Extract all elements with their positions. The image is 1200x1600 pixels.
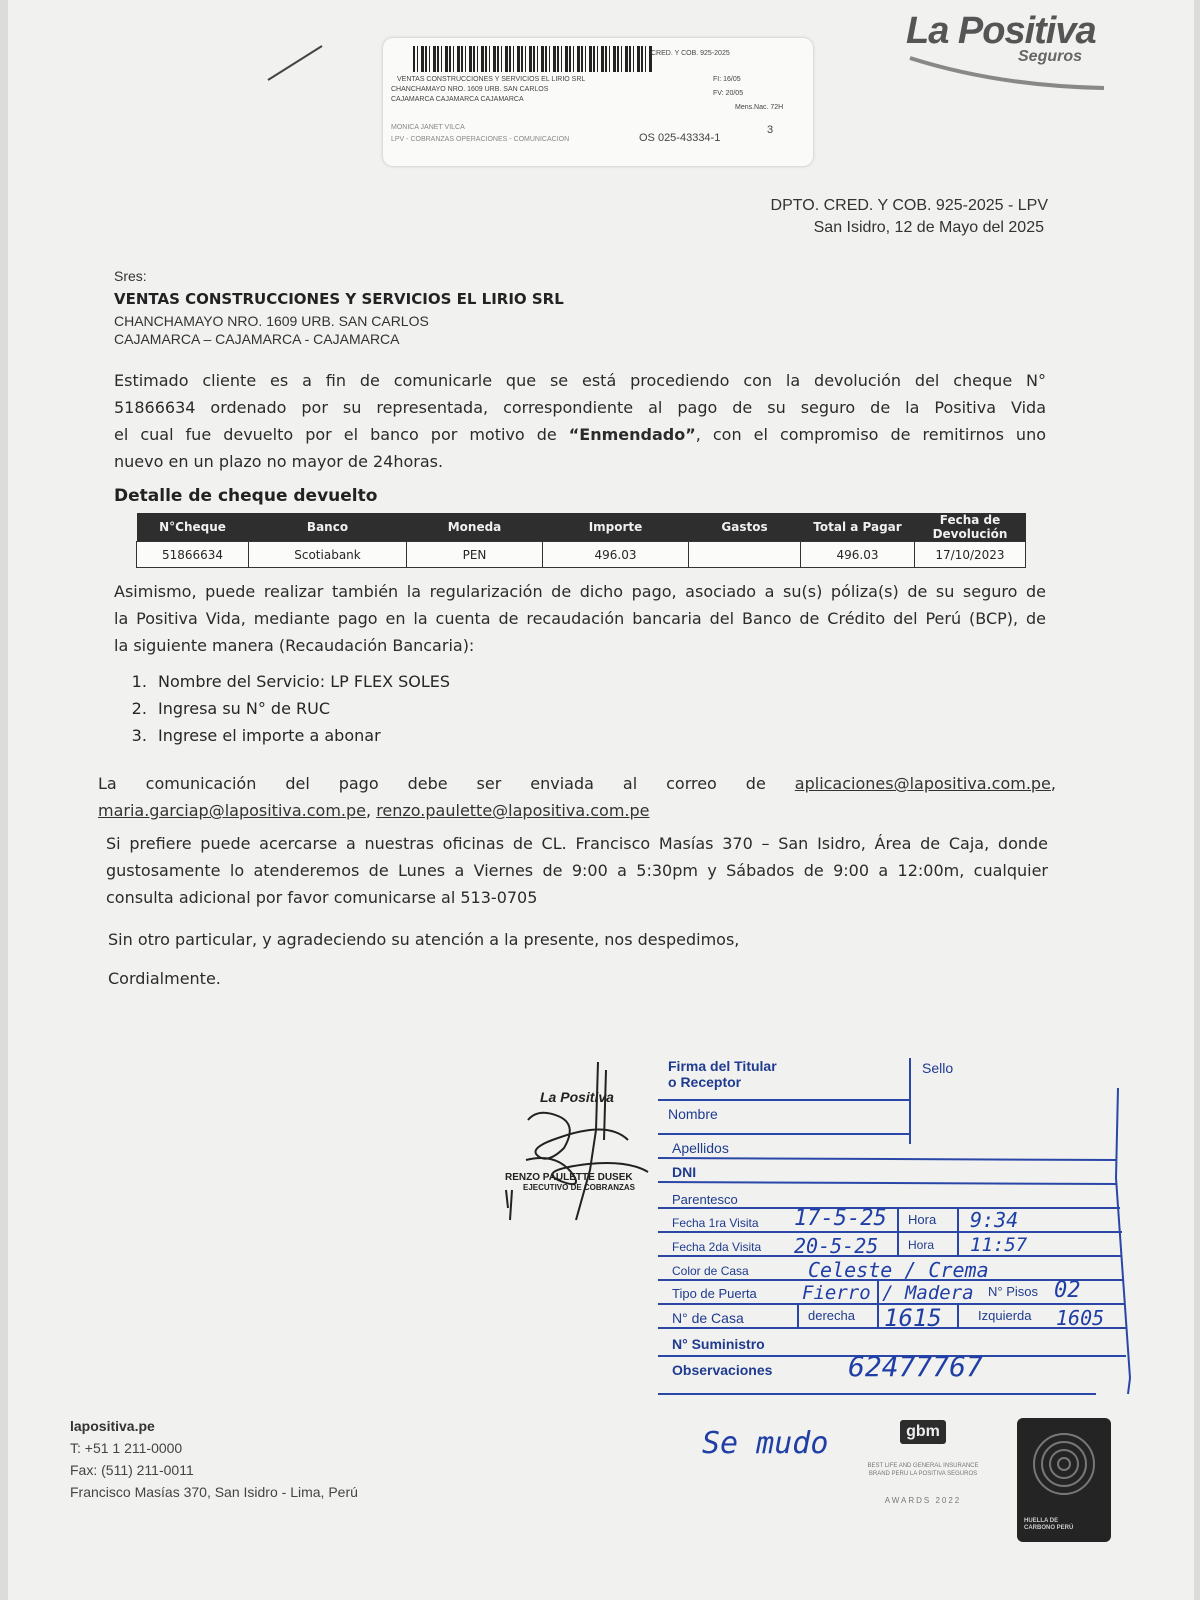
hw-hora1: 9:34 [970, 1208, 1019, 1232]
label-area: LPV - COBRANZAS OPERACIONES - COMUNICACION [391, 136, 570, 143]
footer-address: Francisco Masías 370, San Isidro - Lima, Perú [70, 1484, 358, 1500]
stamp-derecha: derecha [808, 1308, 855, 1323]
list-item: 2. Ingresa su N° de RUC [152, 695, 450, 722]
label-line3: CAJAMARCA CAJAMARCA CAJAMARCA [391, 96, 524, 103]
stamp-color: Color de Casa [672, 1264, 749, 1278]
col-importe: Importe [543, 513, 689, 542]
label-line1: VENTAS CONSTRUCCIONES Y SERVICIOS EL LIRIO SRL [397, 76, 586, 83]
stamp-obs: Observaciones [672, 1362, 773, 1378]
label-line2: CHANCHAMAYO NRO. 1609 URB. SAN CARLOS [391, 86, 549, 93]
table-row [137, 542, 1026, 568]
hw-suministro: 62477767 [848, 1350, 983, 1383]
cell-cheque: 51866634 [137, 542, 249, 568]
regularize-line3: la siguiente manera (Recaudación Bancaria): [114, 636, 475, 655]
stamp-firma2: o Receptor [668, 1074, 742, 1090]
regularize-line1: Asimismo, puede realizar también la regularización de dicho pago, asociado a su(s) póliza(s) de su seguro de [114, 582, 1046, 601]
list-item: 1. Nombre del Servicio: LP FLEX SOLES [152, 668, 450, 695]
visit-stamp [658, 1058, 1138, 1418]
hw-note: Se mudo [702, 1426, 829, 1461]
closing-text: Sin otro particular, y agradeciendo su atención a la presente, nos despedimos, [108, 930, 740, 949]
label-fv: FV: 20/05 [713, 90, 744, 97]
col-banco: Banco [249, 513, 407, 542]
stamp-fecha2: Fecha 2da Visita [672, 1240, 762, 1254]
gbm-logo: gbm [900, 1420, 946, 1444]
email-link-renzo[interactable]: renzo.paulette@lapositiva.com.pe [376, 801, 650, 820]
col-total: Total a Pagar [801, 513, 915, 542]
communication-line2: maria.garciap@lapositiva.com.pe, renzo.paulette@lapositiva.com.pe [98, 801, 650, 820]
hw-fecha2: 20-5-25 [794, 1234, 879, 1258]
dept-reference: DPTO. CRED. Y COB. 925-2025 - LPV [770, 197, 1048, 214]
cheque-table [136, 513, 1026, 568]
regards-text: Cordialmente. [108, 969, 221, 988]
huella-text [1024, 1518, 1073, 1532]
detail-title: Detalle de cheque devuelto [114, 486, 378, 506]
office-line2: gustosamente lo atenderemos de Lunes a Viernes de 9:00 a 5:30pm y Sábados de 9:00 a 12:00m, cualquier [106, 861, 1048, 880]
brand-tagline: Seguros [1018, 48, 1083, 65]
col-fecha: Fecha de Devolución [915, 513, 1026, 542]
footer-tel: T: +51 1 211-0000 [70, 1440, 183, 1456]
stamp-casa: N° de Casa [672, 1310, 744, 1326]
fingerprint-icon [1017, 1418, 1111, 1508]
intro-paragraph [114, 367, 1046, 475]
recipient-address1: CHANCHAMAYO NRO. 1609 URB. SAN CARLOS [114, 313, 429, 329]
footer-fax: Fax: (511) 211-0011 [70, 1462, 194, 1478]
stamp-dni: DNI [672, 1164, 697, 1180]
stamp-tipo: Tipo de Puerta [672, 1286, 757, 1301]
barcode-icon [413, 46, 653, 72]
label-mens: Mens.Nac. 72H [735, 104, 784, 111]
cell-importe: 496.03 [543, 542, 689, 568]
letter-page [8, 0, 1194, 1600]
col-gastos: Gastos [689, 513, 801, 542]
office-line1: Si prefiere puede acercarse a nuestras oficinas de CL. Francisco Masías 370 – San Isidro, Área de Caja, donde [106, 834, 1048, 853]
intro-line2: 51866634 ordenado por su representada, correspondiente al pago de su seguro de la Positiva Vida [114, 398, 1046, 417]
label-os: OS 025-43334-1 [639, 132, 721, 144]
label-fi: FI: 16/05 [713, 76, 741, 83]
mailing-label [383, 38, 813, 166]
stamp-hora1: Hora [908, 1212, 937, 1227]
email-link-aplicaciones[interactable]: aplicaciones@lapositiva.com.pe [794, 774, 1051, 793]
letter-date: San Isidro, 12 de Mayo del 2025 [813, 219, 1044, 236]
salutation: Sres: [114, 268, 147, 284]
stamp-hora2: Hora [908, 1238, 935, 1252]
office-line3: consulta adicional por favor comunicarse al 513-0705 [106, 888, 538, 907]
label-contact: MONICA JANET VILCA [391, 124, 465, 131]
footer-web: lapositiva.pe [70, 1418, 155, 1434]
hw-pisos: 02 [1054, 1278, 1081, 1303]
regularize-paragraph [114, 578, 1046, 659]
stamp-parentesco: Parentesco [672, 1192, 738, 1207]
col-cheque: N°Cheque [137, 513, 249, 542]
list-item: 3. Ingrese el importe a abonar [152, 722, 450, 749]
huella-line2: CARBONO PERÚ [1024, 1525, 1074, 1531]
intro-reason: “Enmendado” [568, 425, 696, 444]
signature-logo: La Positiva [540, 1089, 614, 1105]
stamp-fecha1: Fecha 1ra Visita [672, 1216, 759, 1230]
signature-mark [498, 1060, 658, 1230]
brand-logo: La Positiva [906, 10, 1096, 52]
communication-paragraph [98, 770, 1056, 824]
hw-hora2: 11:57 [970, 1234, 1028, 1256]
recipient-address2: CAJAMARCA – CAJAMARCA - CAJAMARCA [114, 331, 400, 347]
intro-line3 [114, 421, 1046, 448]
label-ref: CRED. Y COB. 925-2025 [651, 50, 730, 57]
email-link-maria[interactable]: maria.garciap@lapositiva.com.pe [98, 801, 367, 820]
cell-total: 496.03 [801, 542, 915, 568]
col-moneda: Moneda [407, 513, 543, 542]
pen-mark [266, 42, 326, 82]
recipient-company: VENTAS CONSTRUCCIONES Y SERVICIOS EL LIRIO SRL [114, 290, 564, 308]
hw-color: Celeste / Crema [808, 1258, 989, 1282]
hw-fecha1: 17-5-25 [794, 1206, 887, 1231]
payment-steps [112, 668, 450, 749]
cell-banco: Scotiabank [249, 542, 407, 568]
label-qty: 3 [767, 124, 774, 136]
office-paragraph [106, 830, 1048, 911]
award-seal [858, 1420, 988, 1540]
cell-gastos [689, 542, 801, 568]
communication-line1: La comunicación del pago debe ser enviada al correo de aplicaciones@lapositiva.com.pe, [98, 774, 1056, 793]
cell-moneda: PEN [407, 542, 543, 568]
hw-izquierda: 1605 [1056, 1306, 1105, 1330]
award-year: AWARDS 2022 [884, 1496, 962, 1505]
communication-text: La comunicación del pago debe ser enviada al correo de [98, 774, 766, 793]
hw-derecha: 1615 [884, 1304, 942, 1332]
cell-fecha: 17/10/2023 [915, 542, 1026, 568]
huella-line1: HUELLA DE [1024, 1518, 1059, 1524]
intro-line4: nuevo en un plazo no mayor de 24horas. [114, 452, 444, 471]
stamp-suministro: N° Suministro [672, 1336, 765, 1352]
table-header-row [137, 513, 1026, 542]
intro-line3a: el cual fue devuelto por el banco por motivo de [114, 425, 557, 444]
signature-name: RENZO PAULETTE DUSEK [505, 1172, 633, 1183]
stamp-firma: Firma del Titular [668, 1058, 777, 1074]
award-text: BEST LIFE AND GENERAL INSURANCE BRAND PERU LA POSITIVA SEGUROS [867, 1463, 979, 1477]
regularize-line2: la Positiva Vida, mediante pago en la cuenta de recaudación bancaria del Banco de Crédito del Perú (BCP), de [114, 609, 1046, 628]
stamp-apellidos: Apellidos [672, 1140, 729, 1156]
stamp-sello: Sello [922, 1060, 954, 1076]
stamp-izquierda: Izquierda [978, 1308, 1032, 1323]
hw-tipo: Fierro / Madera [802, 1282, 974, 1304]
intro-line3c: , con el compromiso de remitirnos uno [695, 425, 1047, 444]
stamp-nombre: Nombre [668, 1106, 718, 1122]
intro-line1: Estimado cliente es a fin de comunicarle que se está procediendo con la devolución del cheque N° [114, 371, 1046, 390]
stamp-pisos: N° Pisos [988, 1284, 1038, 1299]
signature-role: EJECUTIVO DE COBRANZAS [523, 1183, 636, 1192]
